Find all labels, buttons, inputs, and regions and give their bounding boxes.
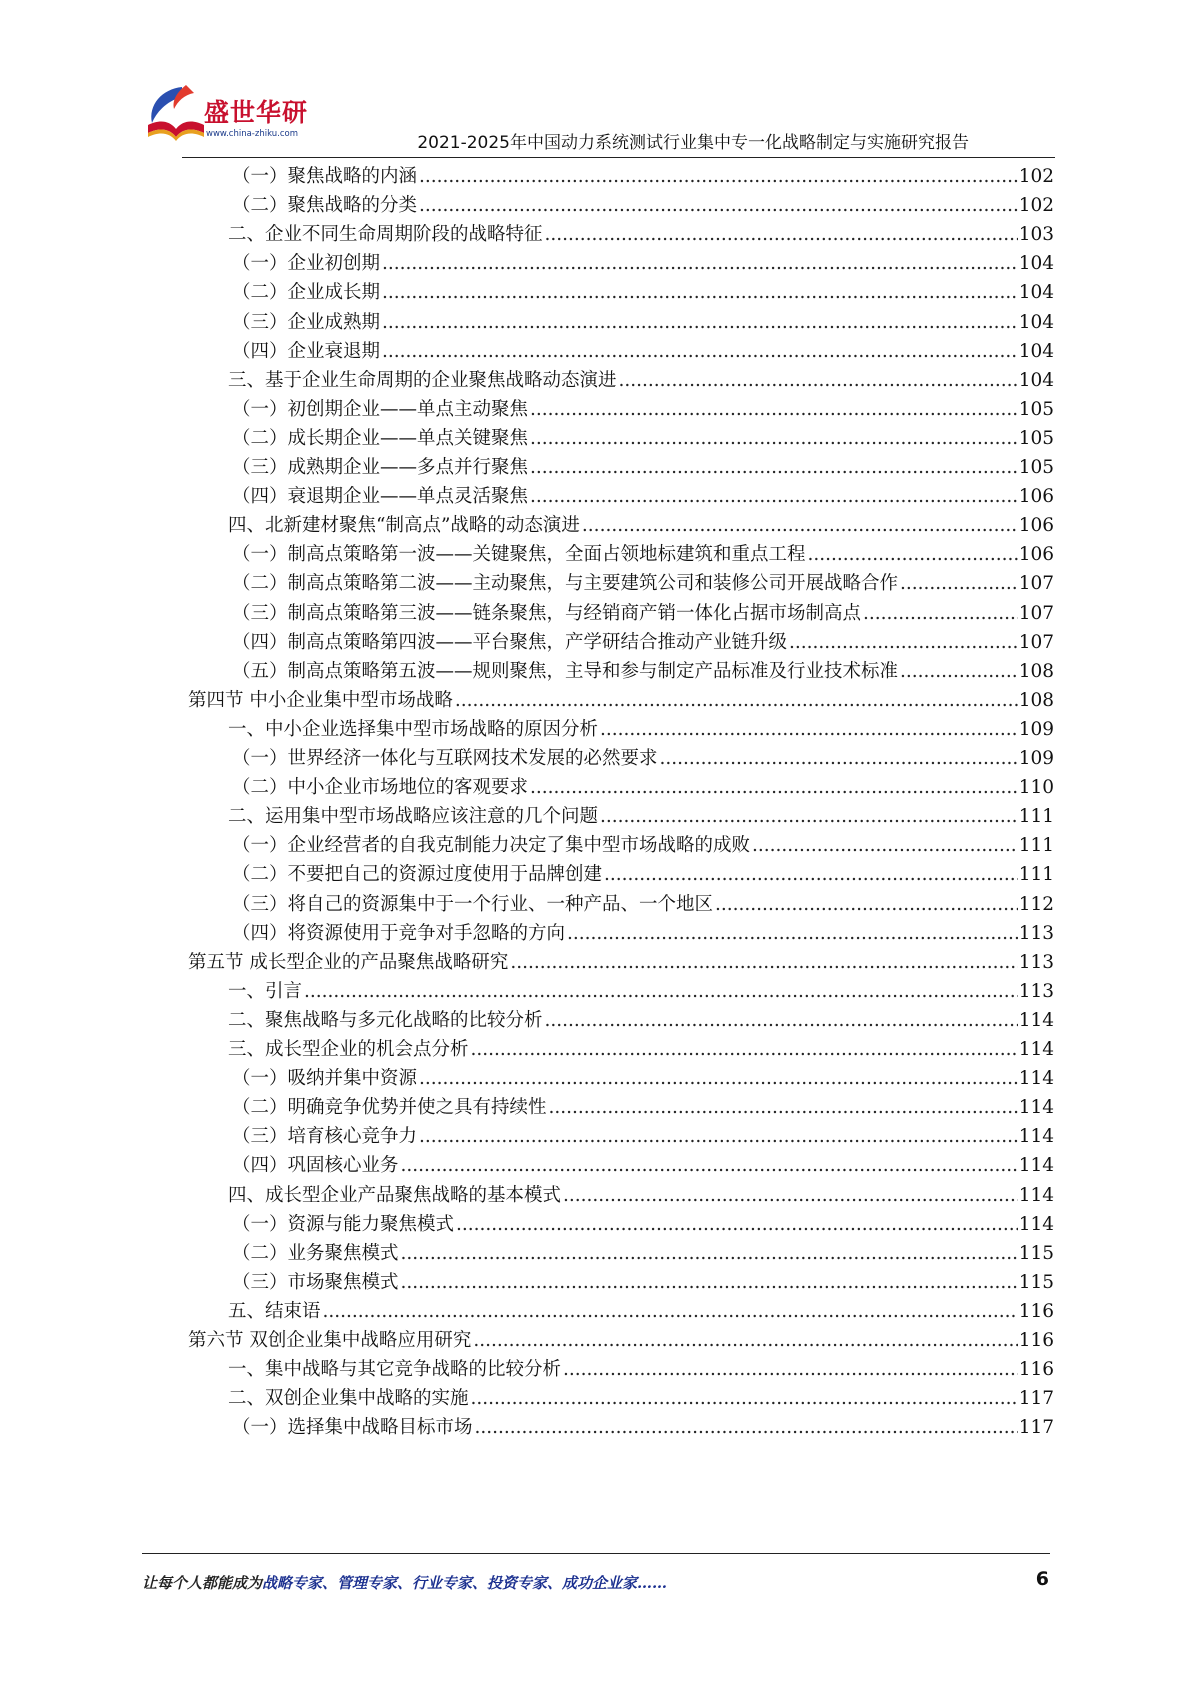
toc-dot-leader: [567, 918, 1018, 949]
toc-entry-title: 一、集中战略与其它竞争战略的比较分析: [228, 1359, 562, 1381]
toc-entry-title: 第五节 成长型企业的产品聚焦战略研究: [188, 951, 509, 973]
toc-entry-title: （三）市场聚焦模式: [232, 1271, 399, 1293]
toc-entry-title: （四）企业衰退期: [232, 340, 381, 362]
toc-entry-page: 116: [1018, 1330, 1054, 1351]
toc-entry-page: 114: [1018, 1009, 1054, 1031]
toc-dot-leader: [530, 772, 1018, 803]
toc-dot-leader: [382, 307, 1018, 338]
toc-dot-leader: [563, 1180, 1018, 1211]
toc-entry-page: 114: [1018, 1039, 1054, 1060]
toc-entry-title: （三）培育核心竞争力: [232, 1126, 418, 1148]
toc-dot-leader: [752, 830, 1018, 861]
toc-entry-page: 113: [1018, 980, 1054, 1002]
toc-entry-page: 102: [1018, 195, 1054, 217]
toc-entry-page: 107: [1018, 573, 1054, 595]
toc-entry-title: （一）吸纳并集中资源: [232, 1068, 418, 1090]
toc-dot-leader: [715, 889, 1018, 920]
toc-entry-page: 105: [1018, 457, 1054, 478]
toc-entry-page: 106: [1018, 515, 1054, 537]
toc-entry[interactable]: [232, 1412, 1054, 1443]
toc-dot-leader: [863, 598, 1018, 629]
toc-entry[interactable]: [228, 510, 1054, 541]
toc-entry-page: 117: [1018, 1417, 1054, 1439]
toc-entry[interactable]: [232, 1063, 1054, 1094]
toc-entry-page: 114: [1018, 1068, 1054, 1090]
toc-entry-page: 114: [1018, 1184, 1054, 1206]
toc-entry-title: 二、聚焦战略与多元化战略的比较分析: [228, 1009, 543, 1031]
toc-entry-title: （一）企业经营者的自我克制能力决定了集中型市场战略的成败: [232, 835, 751, 857]
toc-dot-leader: [545, 1005, 1018, 1036]
toc-entry[interactable]: [232, 190, 1054, 221]
toc-entry-page: 116: [1018, 1300, 1054, 1322]
toc-entry-page: 104: [1018, 282, 1054, 304]
toc-dot-leader: [900, 568, 1018, 599]
toc-entry-title: （一）企业初创期: [232, 253, 381, 275]
toc-dot-leader: [475, 1412, 1018, 1443]
toc-entry[interactable]: [232, 918, 1054, 949]
toc-entry-page: 109: [1018, 718, 1054, 740]
toc-entry[interactable]: [228, 801, 1054, 832]
toc-entry-title: （三）将自己的资源集中于一个行业、一种产品、一个地区: [232, 893, 714, 915]
toc-entry-page: 105: [1018, 398, 1054, 420]
toc-entry-title: 三、基于企业生命周期的企业聚焦战略动态演进: [228, 369, 617, 391]
toc-entry[interactable]: [232, 627, 1054, 658]
toc-entry-page: 114: [1018, 1126, 1054, 1148]
toc-dot-leader: [382, 277, 1018, 308]
toc-entry-page: 110: [1018, 777, 1054, 799]
toc-entry[interactable]: [228, 365, 1054, 396]
toc-entry-page: 106: [1018, 486, 1054, 508]
toc-entry-title: （二）聚焦战略的分类: [232, 195, 418, 217]
toc-entry[interactable]: [232, 336, 1054, 367]
toc-entry-title: 五、结束语: [228, 1300, 321, 1322]
toc-entry[interactable]: [188, 1325, 1054, 1356]
book-logo-icon: [142, 83, 208, 145]
footer-slogan-suffix: ……: [637, 1574, 668, 1592]
toc-entry-page: 108: [1018, 660, 1054, 682]
toc-dot-leader: [323, 1296, 1018, 1327]
toc-entry-title: （三）成熟期企业——多点并行聚焦: [232, 457, 529, 478]
toc-dot-leader: [510, 947, 1017, 978]
toc-entry-page: 116: [1018, 1359, 1054, 1381]
toc-dot-leader: [545, 219, 1018, 250]
toc-entry[interactable]: [232, 539, 1054, 570]
toc-entry-page: 111: [1018, 864, 1054, 886]
toc-entry-title: （四）将资源使用于竞争对手忽略的方向: [232, 922, 566, 944]
toc-dot-leader: [419, 190, 1018, 221]
toc-entry[interactable]: [232, 889, 1054, 920]
toc-entry[interactable]: [232, 452, 1054, 483]
toc-entry-page: 113: [1018, 922, 1054, 944]
page-number: 6: [1035, 1568, 1049, 1590]
toc-entry-page: 115: [1018, 1242, 1054, 1264]
toc-entry-title: （一）制高点策略第一波——关键聚焦，全面占领地标建筑和重点工程: [232, 544, 806, 566]
toc-entry-title: 三、成长型企业的机会点分析: [228, 1039, 469, 1060]
toc-entry-page: 114: [1018, 1213, 1054, 1235]
toc-dot-leader: [600, 714, 1018, 745]
toc-entry-title: （一）初创期企业——单点主动聚焦: [232, 398, 529, 420]
toc-entry[interactable]: [188, 947, 1054, 978]
toc-dot-leader: [401, 1267, 1018, 1298]
toc-entry[interactable]: [232, 772, 1054, 803]
toc-entry-page: 112: [1018, 893, 1054, 915]
toc-entry-page: 113: [1018, 951, 1054, 973]
toc-dot-leader: [600, 801, 1018, 832]
toc-dot-leader: [604, 859, 1018, 890]
toc-entry[interactable]: [232, 830, 1054, 861]
toc-entry-title: （二）不要把自己的资源过度使用于品牌创建: [232, 864, 603, 886]
toc-entry-title: （二）明确竞争优势并使之具有持续性: [232, 1097, 547, 1119]
toc-entry-title: （三）企业成熟期: [232, 311, 381, 333]
toc-dot-leader: [582, 510, 1018, 541]
toc-entry[interactable]: [232, 307, 1054, 338]
toc-dot-leader: [419, 1121, 1018, 1152]
page-header: [0, 0, 1191, 160]
header-divider: [182, 157, 1055, 158]
toc-dot-leader: [304, 976, 1018, 1007]
toc-entry[interactable]: [228, 976, 1054, 1007]
toc-entry-title: （五）制高点策略第五波——规则聚焦，主导和参与制定产品标准及行业技术标准: [232, 660, 899, 682]
toc-dot-leader: [382, 336, 1018, 367]
toc-dot-leader: [808, 539, 1018, 570]
toc-entry[interactable]: [232, 161, 1054, 192]
toc-entry-title: 第六节 双创企业集中战略应用研究: [188, 1330, 472, 1351]
toc-entry-title: （二）企业成长期: [232, 282, 381, 304]
toc-entry-page: 115: [1018, 1271, 1054, 1293]
toc-entry[interactable]: [232, 743, 1054, 774]
toc-dot-leader: [456, 1209, 1018, 1240]
toc-dot-leader: [900, 656, 1018, 687]
toc-entry-title: （二）成长期企业——单点关键聚焦: [232, 427, 529, 449]
toc-entry-title: （一）世界经济一体化与互联网技术发展的必然要求: [232, 748, 658, 769]
toc-entry[interactable]: [232, 656, 1054, 687]
toc-dot-leader: [401, 1150, 1018, 1181]
toc-entry-title: （三）制高点策略第三波——链条聚焦，与经销商产销一体化占据市场制高点: [232, 602, 862, 624]
toc-dot-leader: [455, 685, 1018, 716]
toc-entry-page: 104: [1018, 369, 1054, 391]
toc-entry[interactable]: [232, 1150, 1054, 1181]
toc-entry-title: （四）衰退期企业——单点灵活聚焦: [232, 486, 529, 508]
toc-entry[interactable]: [232, 1121, 1054, 1152]
toc-entry[interactable]: [232, 394, 1054, 425]
toc-dot-leader: [530, 423, 1018, 454]
footer-slogan: [142, 1572, 667, 1593]
toc-entry[interactable]: [232, 248, 1054, 279]
toc-entry[interactable]: [232, 1267, 1054, 1298]
toc-entry[interactable]: [228, 714, 1054, 745]
toc-entry-title: （二）制高点策略第二波——主动聚焦，与主要建筑公司和装修公司开展战略合作: [232, 573, 899, 595]
toc-dot-leader: [789, 627, 1018, 658]
toc-entry-page: 102: [1018, 166, 1054, 187]
footer-slogan-highlight: 战略专家、管理专家、行业专家、投资专家、成功企业家: [262, 1574, 638, 1592]
toc-entry-title: 二、运用集中型市场战略应该注意的几个问题: [228, 806, 599, 828]
toc-entry-title: 一、中小企业选择集中型市场战略的原因分析: [228, 718, 599, 740]
report-title: 2021-2025年中国动力系统测试行业集中专一化战略制定与实施研究报告: [417, 133, 969, 153]
toc-entry-title: （二）业务聚焦模式: [232, 1242, 399, 1264]
toc-dot-leader: [382, 248, 1018, 279]
toc-dot-leader: [473, 1325, 1017, 1356]
toc-entry-title: 四、北新建材聚焦“制高点”战略的动态演进: [228, 515, 580, 537]
toc-entry-page: 106: [1018, 544, 1054, 566]
toc-entry-page: 104: [1018, 311, 1054, 333]
toc-entry-title: 二、双创企业集中战略的实施: [228, 1388, 469, 1410]
toc-entry[interactable]: [228, 1180, 1054, 1211]
toc-entry-title: （一）选择集中战略目标市场: [232, 1417, 473, 1439]
toc-dot-leader: [549, 1092, 1018, 1123]
toc-dot-leader: [401, 1238, 1018, 1269]
toc-entry-page: 107: [1018, 631, 1054, 653]
toc-entry[interactable]: [232, 481, 1054, 512]
toc-entry-page: 107: [1018, 602, 1054, 624]
toc-entry[interactable]: [232, 423, 1054, 454]
toc-entry-title: 第四节 中小企业集中型市场战略: [188, 689, 453, 711]
toc-dot-leader: [563, 1354, 1018, 1385]
toc-entry[interactable]: [232, 598, 1054, 629]
toc-entry-page: 114: [1018, 1097, 1054, 1119]
toc-entry-title: 四、成长型企业产品聚焦战略的基本模式: [228, 1184, 562, 1206]
logo-url: www.china-zhiku.com: [206, 129, 298, 139]
logo-text: 盛世华研: [204, 98, 309, 127]
toc-entry-title: 二、企业不同生命周期阶段的战略特征: [228, 224, 543, 246]
toc-entry-page: 105: [1018, 427, 1054, 449]
toc-entry[interactable]: [228, 1383, 1054, 1414]
toc-entry-title: （一）聚焦战略的内涵: [232, 166, 418, 187]
toc-dot-leader: [619, 365, 1018, 396]
toc-dot-leader: [660, 743, 1018, 774]
toc-entry[interactable]: [188, 685, 1054, 716]
toc-entry-title: 一、引言: [228, 980, 303, 1002]
toc-entry[interactable]: [228, 1034, 1054, 1065]
toc-dot-leader: [419, 1063, 1018, 1094]
toc-entry-page: 108: [1018, 689, 1054, 711]
toc-entry[interactable]: [228, 1354, 1054, 1385]
toc-dot-leader: [530, 394, 1018, 425]
toc-dot-leader: [530, 481, 1018, 512]
toc-entry-title: （四）制高点策略第四波——平台聚焦，产学研结合推动产业链升级: [232, 631, 788, 653]
toc-dot-leader: [530, 452, 1018, 483]
toc-entry[interactable]: [228, 219, 1054, 250]
toc-entry-page: 104: [1018, 340, 1054, 362]
toc-entry-page: 114: [1018, 1155, 1054, 1177]
toc-entry-page: 109: [1018, 748, 1054, 769]
toc-entry[interactable]: [232, 1238, 1054, 1269]
toc-entry[interactable]: [232, 277, 1054, 308]
toc-dot-leader: [471, 1383, 1018, 1414]
toc-entry[interactable]: [228, 1296, 1054, 1327]
toc-entry-page: 111: [1018, 806, 1054, 828]
toc-dot-leader: [471, 1034, 1018, 1065]
toc-entry-title: （一）资源与能力聚焦模式: [232, 1213, 455, 1235]
toc-entry-page: 104: [1018, 253, 1054, 275]
toc-entry[interactable]: [232, 568, 1054, 599]
toc-entry[interactable]: [232, 859, 1054, 890]
toc-entry-title: （四）巩固核心业务: [232, 1155, 399, 1177]
company-logo: [142, 83, 342, 147]
toc-entry[interactable]: [228, 1005, 1054, 1036]
footer-slogan-prefix: 让每个人都能成为: [142, 1574, 263, 1592]
toc-entry-page: 117: [1018, 1388, 1054, 1410]
toc-entry-page: 103: [1018, 224, 1054, 246]
footer-divider: [142, 1553, 1050, 1554]
toc-entry-title: （二）中小企业市场地位的客观要求: [232, 777, 529, 799]
toc-entry[interactable]: [232, 1209, 1054, 1240]
toc-dot-leader: [419, 161, 1018, 192]
toc-entry[interactable]: [232, 1092, 1054, 1123]
toc-entry-page: 111: [1018, 835, 1054, 857]
